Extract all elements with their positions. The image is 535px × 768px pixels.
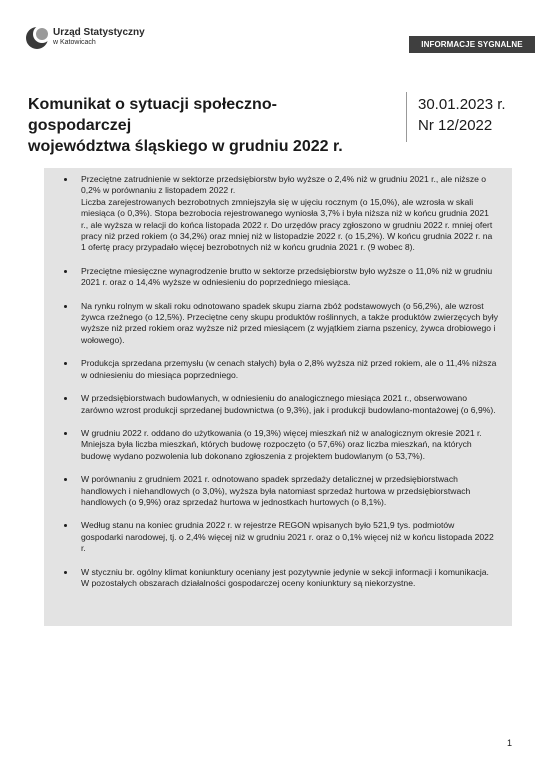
bullet-icon [64, 524, 67, 527]
bullet-text: W porównaniu z grudniem 2021 r. odnotowano spadek sprzedaży detalicznej w przedsiębiorstwach handlowych i niehandlowych (o 3,0%), wyższa była natomiast sprzedaż hurtowa w przedsiębiorstwach handlowych (o 9,9%) oraz sprzedaż hurtowa w jednostkach hurtowych (o 8,1%). [81, 474, 471, 507]
bullet-text: Według stanu na koniec grudnia 2022 r. w rejestrze REGON wpisanych było 521,9 tys. podmiotów gospodarki narodowej, tj. o 2,4% więcej niż w grudniu 2021 r. oraz o 0,1% więcej niż w końcu listopada 2022 r. [81, 520, 494, 554]
list-item [61, 567, 498, 590]
bullet-text: Na rynku rolnym w skali roku odnotowano spadek skupu ziarna zbóż podstawowych (o 56,2%), ale wzrost żywca rzeźnego (o 12,5%). Przeciętne ceny skupu produktów roślinnych, a także produktów zwierzęcych były wyższe niż przed rokiem oraz wyższe niż przed miesiącem (z wyjątkiem ziarna pszenicy, żywca drobiowego i wołowego). [81, 300, 498, 345]
issue-number: Nr 12/2022 [418, 117, 493, 134]
bullet-icon [64, 571, 67, 574]
bullet-text: W styczniu br. ogólny klimat koniunktury oceniany jest pozytywnie jedynie w sekcji informacji i komunikacja. W pozostałych obszarach działalności gospodarczej oceny koniunktury są niekorzystne. [81, 566, 489, 588]
document-type-badge: INFORMACJE SYGNALNE [409, 36, 535, 53]
list-item [61, 301, 498, 347]
bullet-text: Przeciętne zatrudnienie w sektorze przedsiębiorstw było wyższe o 2,4% niż w grudniu 2021 r., ale niższe o 0,2% w porównaniu z listopadem 2022 r. [81, 174, 487, 196]
list-item [61, 174, 498, 254]
page-title [28, 94, 378, 157]
summary-list [61, 174, 498, 589]
logo [26, 27, 145, 49]
logo-icon [26, 27, 48, 49]
bullet-text: Liczba zarejestrowanych bezrobotnych zmniejszyła się w ujęciu rocznym (o 15,0%), ale wzrosła w skali miesiąca (o 0,3%). Stopa bezrobocia rejestrowanego wyniosła 3,7% i była niższa niż w końcu grudnia 2021 r., ale wyższa w relacji do końca listopada 2022 r. Do urzędów pracy zgłoszono w grudniu 2022 r. mniej ofert pracy niż przed rokiem (o 34,2%) oraz mniej niż w listopadzie 2022 r. (o 15,2%). W końcu grudnia 2022 r. na 1 ofertę pracy przypadało więcej bezrobotnych niż w końcu grudnia 2021 r. (9 wobec 8). [81, 196, 493, 253]
list-item [61, 266, 498, 289]
title-divider [406, 92, 407, 142]
bullet-text: Produkcja sprzedana przemysłu (w cenach stałych) była o 2,8% wyższa niż przed rokiem, ale o 11,4% niższa w odniesieniu do miesiąca poprzedniego. [81, 358, 497, 380]
org-name: Urząd Statystyczny [53, 27, 145, 38]
publication-date: 30.01.2023 r. [418, 96, 506, 113]
summary-box [44, 168, 512, 626]
bullet-text: W przedsiębiorstwach budowlanych, w odniesieniu do analogicznego miesiąca 2021 r., obserwowano zarówno wzrost produkcji sprzedanej budownictwa (o 9,3%), jak i produkcji budowlano-montażowej (o 6,9%). [81, 393, 496, 415]
bullet-icon [64, 432, 67, 435]
bullet-icon [64, 478, 67, 481]
bullet-icon [64, 305, 67, 308]
list-item [61, 358, 498, 381]
list-item [61, 520, 498, 554]
logo-text [53, 28, 145, 48]
bullet-icon [64, 270, 67, 273]
bullet-text: Przeciętne miesięczne wynagrodzenie brutto w sektorze przedsiębiorstw było wyższe o 11,0% niż w grudniu 2021 r. oraz o 14,4% wyższe w odniesieniu do poprzedniego miesiąca. [81, 265, 493, 288]
org-location: w Katowicach [53, 39, 96, 46]
title-line-2: województwa śląskiego w grudniu 2022 r. [28, 138, 343, 155]
bullet-icon [64, 397, 67, 400]
page-number: 1 [507, 738, 513, 748]
title-line-1: Komunikat o sytuacji społeczno-gospodarczej [28, 96, 277, 134]
list-item [61, 428, 498, 462]
list-item [61, 393, 498, 416]
list-item [61, 474, 498, 508]
bullet-icon [64, 362, 67, 365]
bullet-text: W grudniu 2022 r. oddano do użytkowania (o 19,3%) więcej mieszkań niż w analogicznym okresie 2021 r. Mniejsza była liczba mieszkań, których budowę rozpoczęto (o 57,6%) oraz liczba mieszkań, na których budowę wydano pozwolenia lub dokonano zgłoszenia z projektem budowlanym (o 53,7%). [81, 427, 482, 461]
bullet-icon [64, 178, 67, 181]
